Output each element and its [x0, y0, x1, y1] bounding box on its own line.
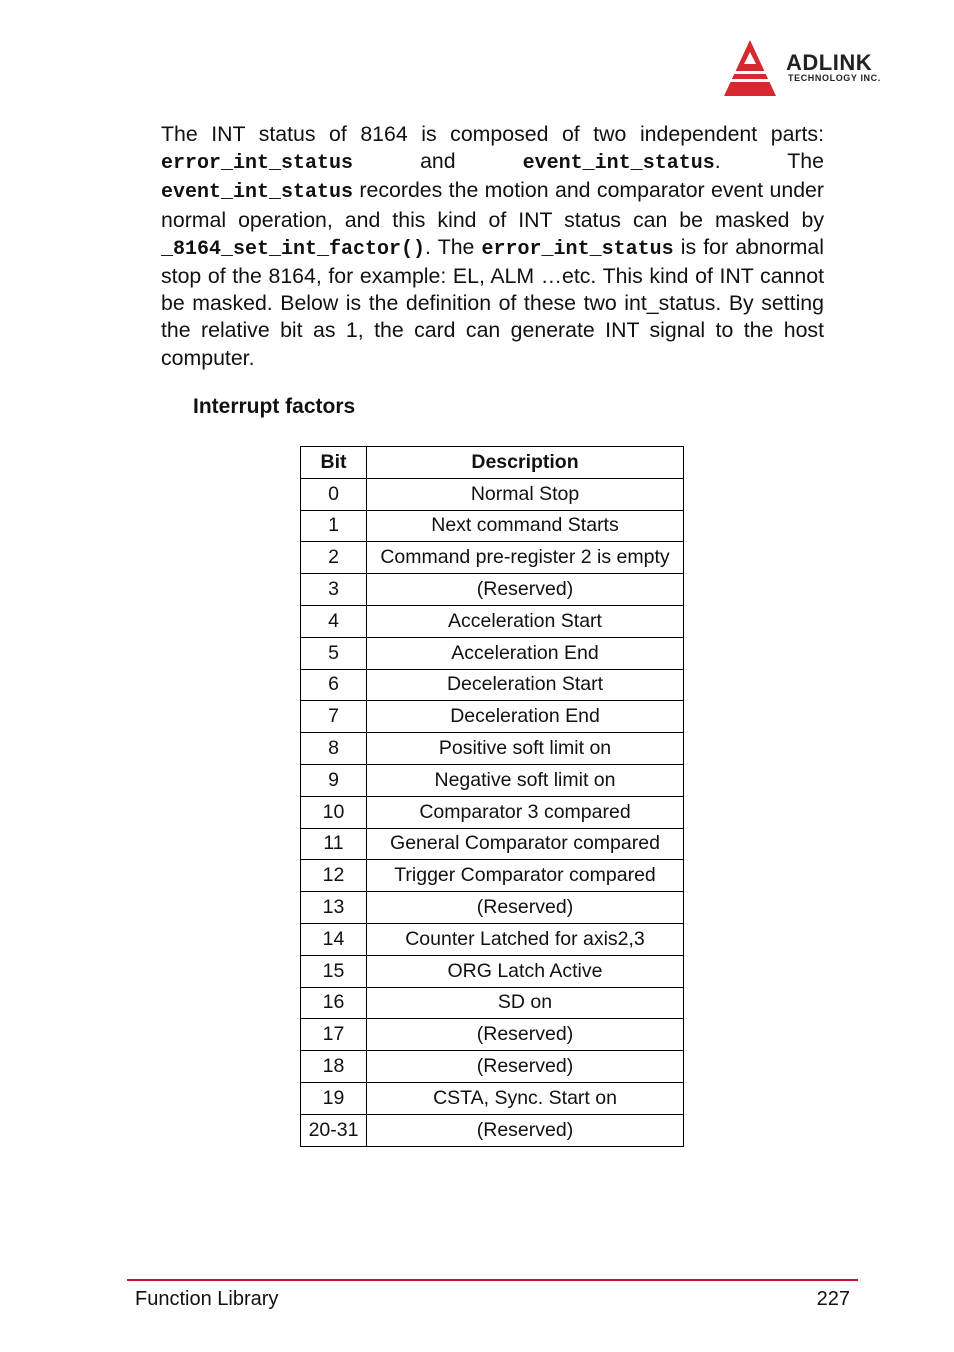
description-cell: ORG Latch Active — [367, 955, 684, 987]
table-row — [301, 1019, 684, 1051]
table-row — [301, 1082, 684, 1114]
table-row — [301, 669, 684, 701]
footer-divider — [127, 1279, 858, 1281]
section-heading: Interrupt factors — [193, 395, 356, 418]
table-row — [301, 892, 684, 924]
bit-cell: 20-31 — [301, 1114, 367, 1146]
bit-cell: 11 — [301, 828, 367, 860]
table-row — [301, 478, 684, 510]
table-row — [301, 574, 684, 606]
table-row — [301, 1114, 684, 1146]
bit-cell: 12 — [301, 860, 367, 892]
table-row — [301, 542, 684, 574]
description-cell: Trigger Comparator compared — [367, 860, 684, 892]
table-row — [301, 764, 684, 796]
bit-cell: 15 — [301, 955, 367, 987]
bit-cell: 18 — [301, 1051, 367, 1083]
description-cell: General Comparator compared — [367, 828, 684, 860]
code-event-int-status-2: event_int_status — [161, 181, 354, 205]
header-description: Description — [367, 447, 684, 479]
table-row — [301, 955, 684, 987]
code-event-int-status: event_int_status — [522, 152, 715, 176]
page-number: 227 — [816, 1288, 850, 1310]
table-row — [301, 637, 684, 669]
code-error-int-status: error_int_status — [161, 152, 354, 176]
table-row — [301, 701, 684, 733]
table-row — [301, 860, 684, 892]
description-cell: Deceleration End — [367, 701, 684, 733]
description-cell: Counter Latched for axis2,3 — [367, 923, 684, 955]
bit-cell: 7 — [301, 701, 367, 733]
description-cell: Command pre-register 2 is empty — [367, 542, 684, 574]
bit-cell: 17 — [301, 1019, 367, 1051]
table-header-row — [301, 447, 684, 479]
bit-cell: 0 — [301, 478, 367, 510]
bit-cell: 16 — [301, 987, 367, 1019]
table-row — [301, 828, 684, 860]
bit-cell: 4 — [301, 605, 367, 637]
logo-name: ADLINK — [786, 50, 873, 75]
description-cell: Acceleration End — [367, 637, 684, 669]
intro-paragraph: The INT status of 8164 is composed of two independent parts: error_int_status and event_int_status. The event_int_status recordes the motion and comparator event under normal operation, and this kind of INT status can be masked by _8164_set_int_factor(). The error_int_status is for abnormal stop of the 8164, for example: EL, ALM …etc. This kind of INT cannot be masked. Below is the definition of these two int_status. By setting the relative bit as 1, the card can generate INT signal to the host computer. — [161, 122, 824, 370]
bit-cell: 14 — [301, 923, 367, 955]
logo-subtitle: TECHNOLOGY INC. — [788, 73, 881, 83]
table-row — [301, 733, 684, 765]
description-cell: CSTA, Sync. Start on — [367, 1082, 684, 1114]
description-cell: Negative soft limit on — [367, 764, 684, 796]
interrupt-factors-table — [300, 446, 684, 1147]
bit-cell: 3 — [301, 574, 367, 606]
table-row — [301, 796, 684, 828]
table-row — [301, 923, 684, 955]
bit-cell: 19 — [301, 1082, 367, 1114]
table-row — [301, 605, 684, 637]
bit-cell: 9 — [301, 764, 367, 796]
description-cell: Deceleration Start — [367, 669, 684, 701]
table-row — [301, 987, 684, 1019]
description-cell: SD on — [367, 987, 684, 1019]
bit-cell: 13 — [301, 892, 367, 924]
table-row — [301, 1051, 684, 1083]
description-cell: (Reserved) — [367, 1051, 684, 1083]
table-row — [301, 510, 684, 542]
bit-cell: 2 — [301, 542, 367, 574]
bit-cell: 6 — [301, 669, 367, 701]
description-cell: Next command Starts — [367, 510, 684, 542]
header-bit: Bit — [301, 447, 367, 479]
code-set-int-factor: _8164_set_int_factor() — [161, 237, 426, 261]
description-cell: Acceleration Start — [367, 605, 684, 637]
description-cell: (Reserved) — [367, 574, 684, 606]
footer-section-title: Function Library — [135, 1288, 279, 1310]
description-cell: Normal Stop — [367, 478, 684, 510]
description-cell: (Reserved) — [367, 892, 684, 924]
description-cell: (Reserved) — [367, 1019, 684, 1051]
bit-cell: 5 — [301, 637, 367, 669]
bit-cell: 8 — [301, 733, 367, 765]
description-cell: Positive soft limit on — [367, 733, 684, 765]
bit-cell: 1 — [301, 510, 367, 542]
code-error-int-status-2: error_int_status — [481, 237, 674, 261]
bit-cell: 10 — [301, 796, 367, 828]
description-cell: Comparator 3 compared — [367, 796, 684, 828]
description-cell: (Reserved) — [367, 1114, 684, 1146]
